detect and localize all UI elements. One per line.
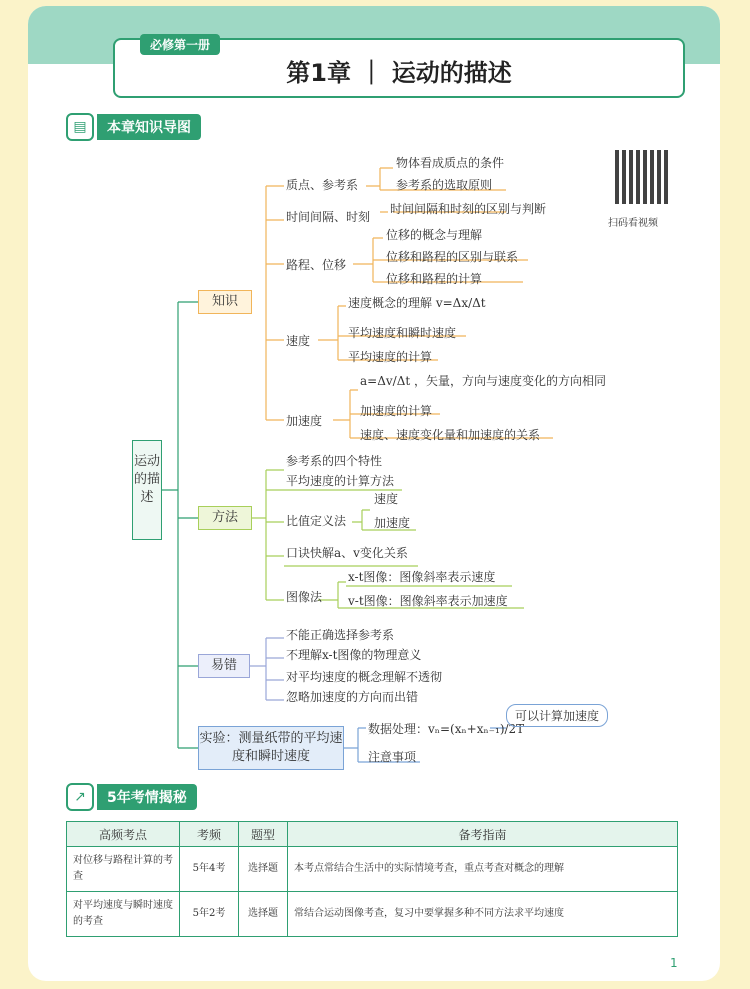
node-method-2: 平均速度的计算方法: [286, 474, 395, 488]
node-exp-attention: 注意事项: [368, 750, 417, 764]
page-number: 1: [670, 956, 678, 970]
node-velocity-3: 平均速度的计算: [348, 350, 433, 364]
th-guide: 备考指南: [288, 822, 678, 847]
node-time: 时间间隔、时刻: [286, 210, 371, 224]
page: [28, 6, 720, 981]
node-graph-2: v-t图像：图像斜率表示加速度: [348, 594, 508, 608]
section-exam-title: 5年考情揭秘: [97, 784, 197, 810]
cell-guide: 本考点常结合生活中的实际情境考查，重点考查对概念的理解: [288, 847, 678, 892]
cell-type: 选择题: [239, 892, 288, 937]
node-path: 路程、位移: [286, 258, 347, 272]
table-row: [67, 892, 678, 937]
node-mnemonic: 口诀快解a、v变化关系: [286, 546, 408, 560]
notebook-icon: ▤: [66, 113, 94, 141]
node-exp-data: 数据处理：vₙ=(xₙ+xₙ₋₁)/2T: [368, 722, 525, 736]
cell-frequency: 5年4考: [180, 847, 239, 892]
node-velocity: 速度: [286, 334, 311, 348]
node-error-3: 对平均速度的概念理解不透彻: [286, 670, 443, 684]
node-exp-note: 可以计算加速度: [506, 704, 608, 727]
category-errors: 易错: [198, 654, 250, 678]
map-root: 运动的描述: [132, 440, 162, 540]
node-ratio-2: 加速度: [374, 516, 411, 530]
node-method-1: 参考系的四个特性: [286, 454, 383, 468]
node-acceleration-3: 速度、速度变化量和加速度的关系: [360, 428, 541, 442]
cell-topic: 对平均速度与瞬时速度的考查: [67, 892, 180, 937]
cell-type: 选择题: [239, 847, 288, 892]
node-time-1: 时间间隔和时刻的区别与判断: [390, 202, 547, 216]
node-acceleration-2: 加速度的计算: [360, 404, 433, 418]
node-error-1: 不能正确选择参考系: [286, 628, 395, 642]
cell-frequency: 5年2考: [180, 892, 239, 937]
node-path-1: 位移的概念与理解: [386, 228, 483, 242]
node-particle-2: 参考系的选取原则: [396, 178, 493, 192]
table-header-row: [67, 822, 678, 847]
node-graph-1: x-t图像：图像斜率表示速度: [348, 570, 496, 584]
section-map-title: 本章知识导图: [97, 114, 201, 140]
cell-guide: 常结合运动图像考查，复习中要掌握多种不同方法求平均速度: [288, 892, 678, 937]
chapter-title: 第1章 ｜ 运动的描述: [286, 59, 512, 87]
book-tag: 必修第一册: [140, 34, 220, 55]
chart-icon: ↗: [66, 783, 94, 811]
cell-topic: 对位移与路程计算的考查: [67, 847, 180, 892]
node-acceleration: 加速度: [286, 414, 323, 428]
category-knowledge: 知识: [198, 290, 252, 314]
node-velocity-1: 速度概念的理解 v=Δx/Δt: [348, 296, 486, 310]
category-method: 方法: [198, 506, 252, 530]
category-experiment: 实验：测量纸带的平均速度和瞬时速度: [198, 726, 344, 770]
mind-map-lines: [28, 6, 720, 781]
node-error-4: 忽略加速度的方向而出错: [286, 690, 419, 704]
node-error-2: 不理解x-t图像的物理意义: [286, 648, 422, 662]
node-path-3: 位移和路程的计算: [386, 272, 483, 286]
node-path-2: 位移和路程的区别与联系: [386, 250, 519, 264]
node-ratio: 比值定义法: [286, 514, 347, 528]
node-particle: 质点、参考系: [286, 178, 359, 192]
th-topic: 高频考点: [67, 822, 180, 847]
exam-table: [66, 821, 678, 937]
th-frequency: 考频: [180, 822, 239, 847]
node-graph: 图像法: [286, 590, 323, 604]
table-row: [67, 847, 678, 892]
node-particle-1: 物体看成质点的条件: [396, 156, 505, 170]
node-acceleration-1: a=Δv/Δt ，矢量，方向与速度变化的方向相同: [360, 374, 607, 388]
node-velocity-2: 平均速度和瞬时速度: [348, 326, 457, 340]
th-type: 题型: [239, 822, 288, 847]
section-exam-header: [66, 784, 197, 810]
qr-caption: 扫码看视频: [608, 218, 658, 229]
node-ratio-1: 速度: [374, 492, 399, 506]
